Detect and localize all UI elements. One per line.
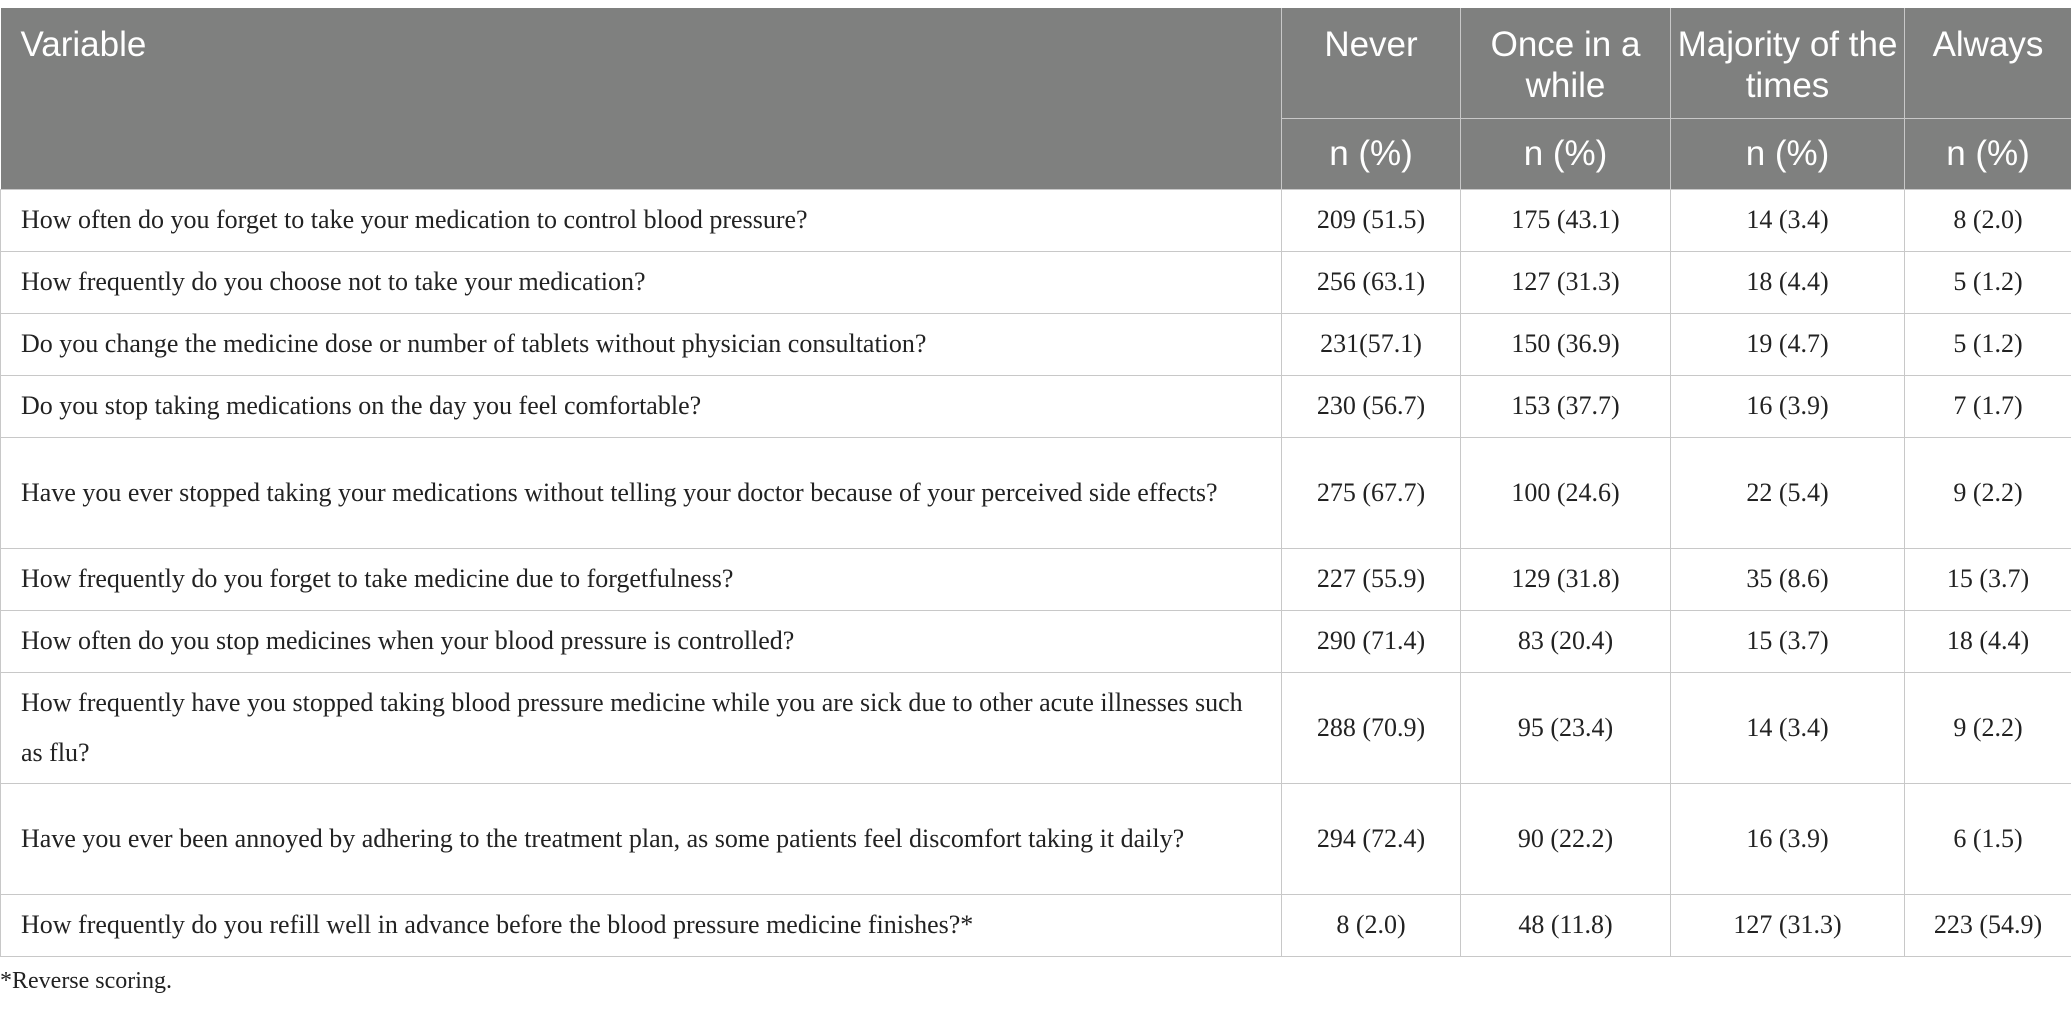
header-always: Always [1905,8,2071,118]
table-body [1,189,2071,956]
table-row [1,894,2071,956]
majority-cell: 18 (4.4) [1671,251,1905,313]
header-majority-of-the-times: Majority of the times [1671,8,1905,118]
always-cell: 5 (1.2) [1905,251,2071,313]
header-never: Never [1282,8,1461,118]
always-cell: 7 (1.7) [1905,375,2071,437]
table-row [1,437,2071,548]
always-cell: 5 (1.2) [1905,313,2071,375]
table-row [1,672,2071,783]
subheader-always: n (%) [1905,118,2071,189]
never-cell: 275 (67.7) [1282,437,1461,548]
table-header [1,8,2071,189]
question-cell: How frequently do you choose not to take your medication? [1,251,1282,313]
majority-cell: 14 (3.4) [1671,672,1905,783]
never-cell: 227 (55.9) [1282,548,1461,610]
question-cell: Have you ever been annoyed by adhering to the treatment plan, as some patients feel discomfort taking it daily? [1,783,1282,894]
question-cell: How often do you stop medicines when your blood pressure is controlled? [1,610,1282,672]
table-row [1,313,2071,375]
subheader-once-in-a-while: n (%) [1461,118,1671,189]
once-cell: 129 (31.8) [1461,548,1671,610]
majority-cell: 15 (3.7) [1671,610,1905,672]
never-cell: 209 (51.5) [1282,189,1461,251]
table-row [1,548,2071,610]
always-cell: 6 (1.5) [1905,783,2071,894]
once-cell: 83 (20.4) [1461,610,1671,672]
footnote: *Reverse scoring. [0,968,172,994]
question-cell: Do you change the medicine dose or number of tablets without physician consultation? [1,313,1282,375]
once-cell: 100 (24.6) [1461,437,1671,548]
subheader-majority-of-the-times: n (%) [1671,118,1905,189]
majority-cell: 22 (5.4) [1671,437,1905,548]
question-cell: How frequently do you refill well in advance before the blood pressure medicine finishes?* [1,894,1282,956]
majority-cell: 35 (8.6) [1671,548,1905,610]
majority-cell: 16 (3.9) [1671,783,1905,894]
majority-cell: 19 (4.7) [1671,313,1905,375]
never-cell: 256 (63.1) [1282,251,1461,313]
once-cell: 90 (22.2) [1461,783,1671,894]
never-cell: 294 (72.4) [1282,783,1461,894]
adherence-table-container [0,8,2071,957]
once-cell: 150 (36.9) [1461,313,1671,375]
table-row [1,375,2071,437]
once-cell: 127 (31.3) [1461,251,1671,313]
header-once-in-a-while: Once in a while [1461,8,1671,118]
table-row [1,251,2071,313]
once-cell: 95 (23.4) [1461,672,1671,783]
table-row [1,783,2071,894]
question-cell: How frequently do you forget to take medicine due to forgetfulness? [1,548,1282,610]
table-row [1,610,2071,672]
adherence-table [0,8,2071,957]
majority-cell: 14 (3.4) [1671,189,1905,251]
header-row [1,8,2071,118]
always-cell: 223 (54.9) [1905,894,2071,956]
always-cell: 8 (2.0) [1905,189,2071,251]
question-cell: Have you ever stopped taking your medications without telling your doctor because of your perceived side effects? [1,437,1282,548]
never-cell: 8 (2.0) [1282,894,1461,956]
once-cell: 153 (37.7) [1461,375,1671,437]
always-cell: 9 (2.2) [1905,437,2071,548]
always-cell: 18 (4.4) [1905,610,2071,672]
always-cell: 15 (3.7) [1905,548,2071,610]
once-cell: 175 (43.1) [1461,189,1671,251]
table-row [1,189,2071,251]
question-cell: How often do you forget to take your medication to control blood pressure? [1,189,1282,251]
always-cell: 9 (2.2) [1905,672,2071,783]
question-cell: Do you stop taking medications on the day you feel comfortable? [1,375,1282,437]
never-cell: 230 (56.7) [1282,375,1461,437]
header-variable: Variable [1,8,1282,189]
once-cell: 48 (11.8) [1461,894,1671,956]
never-cell: 288 (70.9) [1282,672,1461,783]
subheader-never: n (%) [1282,118,1461,189]
majority-cell: 127 (31.3) [1671,894,1905,956]
never-cell: 231(57.1) [1282,313,1461,375]
question-cell: How frequently have you stopped taking blood pressure medicine while you are sick due to other acute illnesses such as flu? [1,672,1282,783]
majority-cell: 16 (3.9) [1671,375,1905,437]
never-cell: 290 (71.4) [1282,610,1461,672]
